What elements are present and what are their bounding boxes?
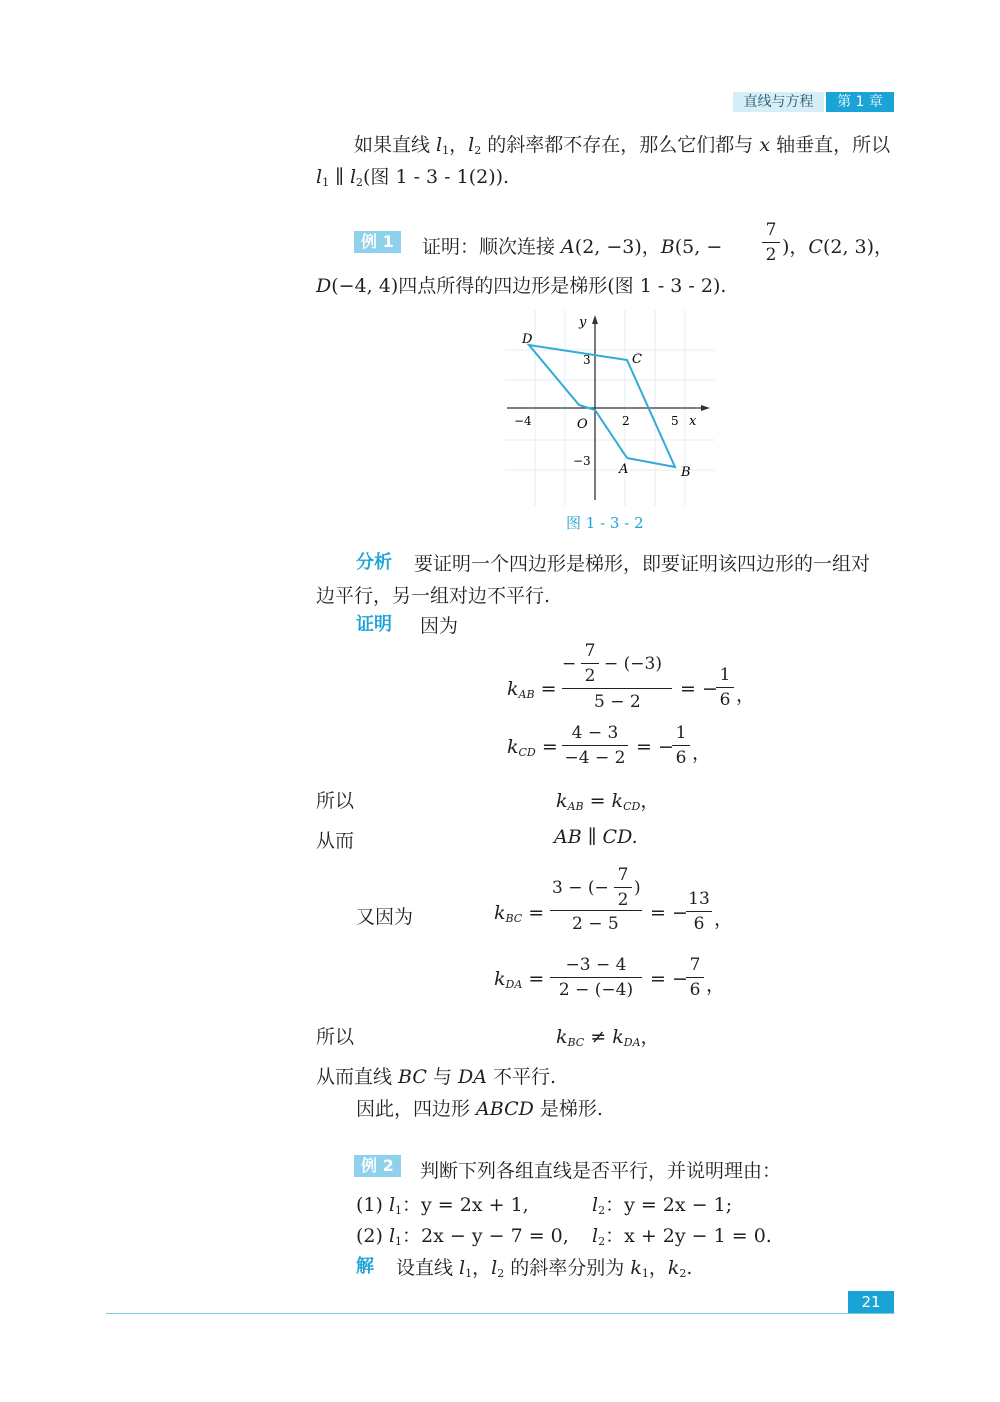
comma: ， [648,1257,668,1279]
var-k: k [556,790,568,812]
sub-BC: BC [567,1036,585,1049]
kbc-result: = − [650,902,688,924]
parallel-sign: ∥ [329,166,350,188]
frac-num: 7 [689,955,701,975]
comma: ， [449,134,469,156]
text: 的斜率分别为 [504,1257,631,1279]
proof-label: 证明 [356,614,392,635]
not-equal: ≠ [584,1026,613,1048]
seg-BC: BC [398,1066,427,1088]
kbc-comma: ， [714,908,734,930]
figure-coordinate-plot [505,310,715,506]
intro-text: (图 1 - 3 - 1(2)). [363,166,510,188]
frac-bar [614,887,632,888]
sub-2: 2 [356,176,364,189]
example-2-tag: 例 2 [354,1155,401,1177]
var-l: l [388,1194,396,1216]
tick-neg4: −4 [514,414,532,428]
var-l: l [459,1257,466,1279]
var-l: l [349,166,357,188]
figure-caption: 图 1 - 3 - 2 [566,514,644,532]
frac-den: 2 [584,666,596,686]
comma: ， [640,790,660,812]
frac-den: 6 [675,748,687,768]
kda-comma: ， [706,974,726,996]
kab-main-bar [562,688,672,689]
kbc-denominator: 2 − 5 [572,914,619,934]
seg-DA: DA [458,1066,487,1088]
text: 是梯形. [533,1098,603,1120]
example-2-item-2a [356,1221,569,1248]
also-because-label: 又因为 [356,906,414,928]
tick-5: 5 [671,414,679,428]
comma: ， [472,1257,492,1279]
solution-line [396,1253,692,1280]
frac-bar [762,242,780,243]
frac-num: −3 − 4 [565,955,627,975]
sub-2: 2 [679,1267,687,1280]
intro-line-2 [316,162,509,189]
page-number: 21 [848,1291,894,1313]
frac-num: 13 [688,889,710,909]
frac-den: 6 [693,914,705,934]
example-text: 证明：顺次连接 [422,236,562,258]
x-axis-arrow [701,405,710,411]
sub-DA: DA [623,1036,641,1049]
proof-because: 因为 [420,615,459,637]
equals: = [528,968,545,990]
sub-CD: CD [518,746,536,759]
point-B: B [660,236,675,258]
var-l: l [491,1257,498,1279]
example-1-tag: 例 1 [354,231,401,253]
example-text: (−4, 4)四点所得的四边形是梯形(图 1 - 3 - 2). [331,275,727,297]
hence-label: 从而 [316,830,355,852]
frac-bar [686,977,704,978]
sub-DA: DA [505,978,523,991]
frac-bar [550,977,642,978]
equation: ：y = 2x − 1; [605,1194,733,1216]
frac-bar [581,663,599,664]
coords-B-open: (5, − [674,236,723,258]
so-label-1: 所以 [316,790,355,812]
tick-2: 2 [622,414,630,428]
point-D: D [316,275,332,297]
text: 与 [426,1066,458,1088]
label-C: C [632,352,642,367]
sub-BC: BC [505,912,523,925]
text: . [686,1257,693,1279]
frac-den: 2 − (−4) [558,980,634,1000]
frac-num: 7 [584,641,596,661]
sub-AB: AB [567,800,584,813]
tick-neg3: −3 [573,454,591,468]
kbc-neq-kda [556,1022,660,1049]
var-k: k [556,1026,568,1048]
sub-1: 1 [465,1267,473,1280]
point-A: A [561,236,575,258]
coords-A: (2, −3)， [574,236,661,258]
label-B: B [681,465,691,480]
example-2-text: 判断下列各组直线是否平行，并说明理由： [420,1160,782,1182]
sub-2: 2 [598,1235,606,1248]
kbc-numerator-a: 3 − (− [552,878,609,898]
fraction-7-2 [762,219,780,266]
equals: = [540,678,557,700]
frac-bar [716,687,734,688]
example-1-line-2 [316,271,726,298]
minus: − [562,654,577,674]
var-k: k [667,1257,680,1279]
var-l: l [316,166,323,188]
solution-label: 解 [356,1256,374,1277]
intro-text: 如果直线 [354,134,437,156]
section-title: 直线与方程 [733,92,824,112]
var-x: x [759,134,771,156]
kcd-one-sixth [672,722,690,769]
equation: ：x + 2y − 1 = 0. [605,1225,772,1247]
point-C: C [808,236,823,258]
kcd-comma: ， [692,742,712,764]
label-O: O [577,417,588,432]
kcd-result: = − [636,736,674,758]
var-k: k [612,1026,624,1048]
label-D: D [522,332,533,347]
kab-result: = − [680,678,718,700]
chapter-badge: 第 1 章 [826,92,894,112]
var-k: k [630,1257,642,1279]
example-1-line-1 [422,232,722,259]
kbc-inner-frac [614,864,632,911]
analysis-label: 分析 [356,552,392,573]
equation: ：y = 2x + 1, [402,1194,529,1216]
kab-one-sixth [716,664,734,711]
frac-num: 1 [719,665,731,685]
var-k: k [611,790,624,812]
kda-result: = − [650,968,688,990]
sub-CD: CD [623,800,641,813]
frac-num: 4 − 3 [571,723,619,743]
kbc-numerator-close: ) [634,878,641,898]
sub-1: 1 [322,176,330,189]
equals: = [541,736,558,758]
sub-AB: AB [518,688,535,701]
text: 不平行. [486,1066,557,1088]
equals: = [528,902,545,924]
kbc-main-bar [550,910,642,911]
var-k: k [494,902,506,924]
sub-2: 2 [474,144,482,157]
ab-parallel-cd: AB ∥ CD. [554,826,638,848]
coords-B-close: )， [782,236,809,258]
kab-lhs [507,678,557,701]
sub-1: 1 [641,1267,649,1280]
example-2-item-1a [356,1190,529,1217]
quadrilateral-ABCD [529,345,675,467]
example-2-item-1b [592,1190,732,1217]
var-l: l [468,134,475,156]
example-2-item-2b [592,1221,772,1248]
text: 设直线 [396,1257,460,1279]
conclusion-line-1 [316,1062,556,1089]
equation: ：2x − y − 7 = 0, [402,1225,569,1247]
kbc-lhs [494,902,544,925]
label-y: y [579,315,587,330]
kab-comma: ， [736,684,756,706]
equals: = [583,790,612,812]
frac-bar [562,745,628,746]
sub-1: 1 [395,1204,403,1217]
footer-rule [106,1313,894,1314]
var-k: k [494,968,506,990]
label-x: x [689,414,697,429]
conclusion-line-2 [356,1094,603,1121]
sub-2: 2 [598,1204,606,1217]
var-l: l [592,1194,599,1216]
comma: ， [640,1026,660,1048]
y-axis-arrow [592,315,598,324]
frac-num: 7 [765,220,777,240]
so-label-2: 所以 [316,1026,355,1048]
analysis-line-1: 要证明一个四边形是梯形，即要证明该四边形的一组对 [414,553,871,575]
frac-den: 2 [617,890,629,910]
var-k: k [507,736,519,758]
text: 从而直线 [316,1066,399,1088]
frac-num: 1 [675,723,687,743]
kab-inner-frac [581,640,599,687]
frac-den: 2 [765,245,777,265]
var-k: k [507,678,519,700]
kcd-fraction [562,722,628,769]
kda-fraction [550,954,642,1001]
frac-den: 6 [689,980,701,1000]
coords-C: (2, 3)， [822,236,894,258]
frac-num: 7 [617,865,629,885]
kcd-lhs [507,736,558,759]
frac-den: −4 − 2 [564,748,626,768]
frac-bar [672,745,690,746]
item-number: (2) [356,1225,389,1247]
var-l: l [388,1225,396,1247]
kda-lhs [494,968,544,991]
sub-1: 1 [395,1235,403,1248]
var-l: l [592,1225,599,1247]
analysis-line-2: 边平行，另一组对边不平行. [316,585,551,607]
intro-line-1 [354,130,890,157]
kbc-thirteen-sixth [686,888,712,935]
sub-2: 2 [497,1267,505,1280]
label-A: A [619,462,629,477]
var-l: l [436,134,443,156]
tick-3: 3 [583,353,591,367]
kda-seven-sixth [686,954,704,1001]
frac-bar [686,911,712,912]
intro-text: 的斜率都不存在，那么它们都与 [481,134,760,156]
quad-ABCD: ABCD [476,1098,534,1120]
frac-den: 6 [719,690,731,710]
kab-numerator [562,654,576,674]
item-number: (1) [356,1194,389,1216]
kab-eq-kcd [556,786,659,813]
kab-denominator: 5 − 2 [594,692,641,712]
kab-numerator-rest: − (−3) [604,654,662,674]
intro-text: 轴垂直，所以 [770,134,891,156]
example-1-line-1-end [782,232,893,259]
text: 因此，四边形 [356,1098,477,1120]
sub-1: 1 [442,144,450,157]
